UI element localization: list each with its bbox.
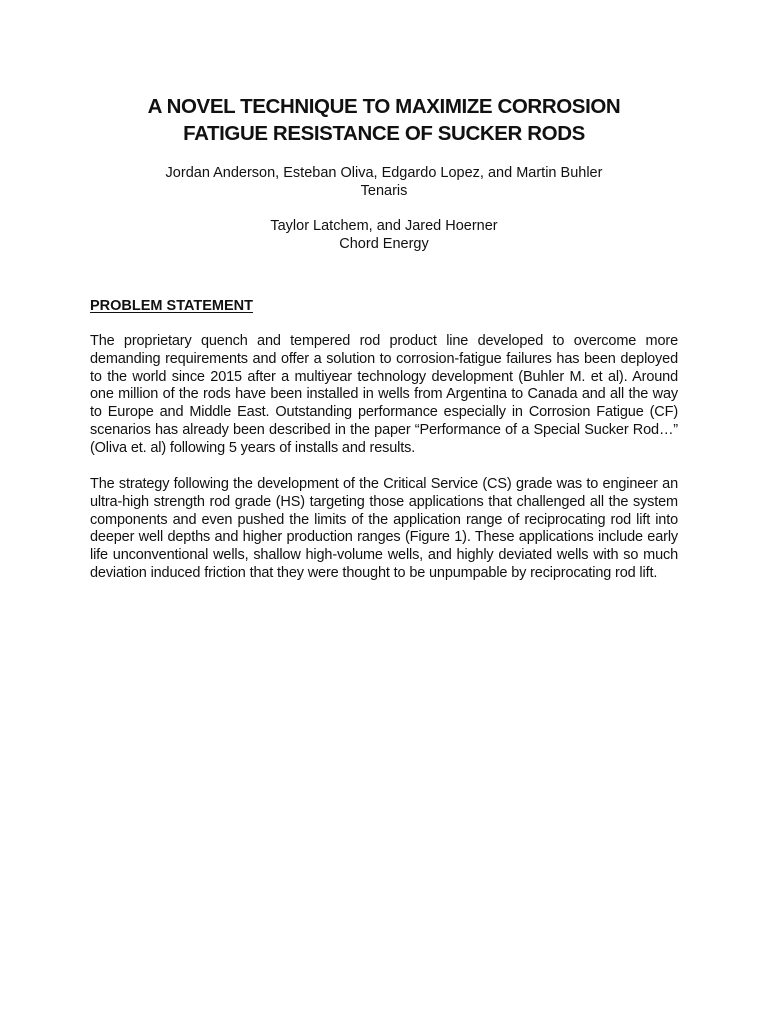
author-group-chord-energy bbox=[90, 217, 678, 253]
paragraph: The strategy following the development of the Critical Service (CS) grade was to engineer an ultra-high strength rod grade (HS) targeting those applications that challenged all the system components and even pushed the limits of the application range of reciprocating rod lift into deeper well depths and higher production ranges (Figure 1). These applications include early life unconventional wells, shallow high-volume wells, and highly deviated wells with so much deviation induced friction that they were thought to be unpumpable by reciprocating rod lift. bbox=[90, 476, 678, 581]
paper-title bbox=[90, 93, 678, 147]
author-group-tenaris bbox=[90, 164, 678, 200]
author-names: Taylor Latchem, and Jared Hoerner bbox=[270, 218, 498, 234]
author-affiliation: Tenaris bbox=[360, 183, 408, 199]
title-line-1: A NOVEL TECHNIQUE TO MAXIMIZE CORROSION bbox=[147, 95, 621, 118]
author-names: Jordan Anderson, Esteban Oliva, Edgardo Lopez, and Martin Buhler bbox=[165, 165, 603, 181]
paragraph: The proprietary quench and tempered rod product line developed to overcome more demanding requirements and offer a solution to corrosion-fatigue failures has been deployed to the world since 2015 after a multiyear technology development (Buhler M. et al). Around one million of the rods have been installed in wells from Argentina to Canada and all the way to Europe and Middle East. Outstanding performance especially in Corrosion Fatigue (CF) scenarios has already been described in the paper “Performance of a Special Sucker Rod…” (Oliva et. al) following 5 years of installs and results. bbox=[90, 333, 678, 456]
section-heading-problem-statement: PROBLEM STATEMENT bbox=[90, 298, 253, 314]
paper-page bbox=[90, 0, 678, 1024]
title-line-2: FATIGUE RESISTANCE OF SUCKER RODS bbox=[183, 122, 585, 145]
author-affiliation: Chord Energy bbox=[339, 236, 429, 252]
